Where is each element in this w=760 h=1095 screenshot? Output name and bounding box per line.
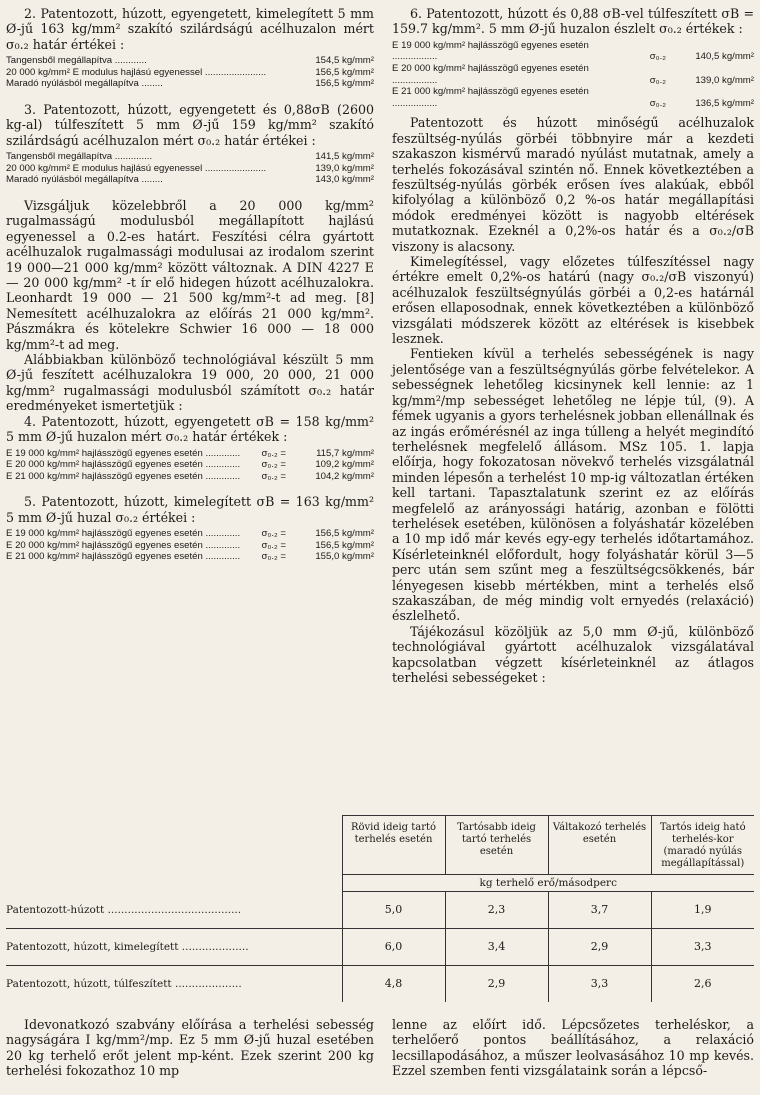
value-row xyxy=(392,63,754,86)
value-symbol: σ₀.₂ xyxy=(649,51,666,63)
body-paragraph: Vizsgáljuk közelebbről a 20 000 kg/mm² rugalmasságú modulusból megállapított hajlású egyenessel a 0.2-es határt. Feszítési célra gyártott acélhuzalok rugalmassági modulusai az irodalom szerint 19 000—21 000 kg/mm² között változnak. A DIN 4227 E — 20 000 kg/mm² -t ír elő hidegen húzott acélhuzalokra. Leonhardt 19 000 — 21 500 kg/mm²-t ad meg. [8] Nemesített acélhuzalokra az előírás 21 000 kg/mm². Pászmákra és kötelekre Schwier 16 000 — 18 000 kg/mm²-t ad meg. xyxy=(6,198,374,352)
value-label: E 21 000 kg/mm² hajlásszögű egyenes esetén ................. xyxy=(392,86,589,109)
loading-speed-table xyxy=(6,815,754,1002)
section-2-heading: 2. Patentozott, húzott, egyengetett, kimelegített 5 mm Ø-jű 163 kg/mm² szakító szilárdságú acélhuzalon mért σ₀.₂ határ értékei : xyxy=(6,6,374,52)
table-row xyxy=(6,928,754,965)
table-header: Váltakozó terhelés esetén xyxy=(548,816,651,875)
value-symbol: σ₀.₂ = xyxy=(261,459,286,471)
value-label: E 20 000 kg/mm² hajlásszögű egyenes esetén ............. xyxy=(6,539,241,551)
value-label: E 19 000 kg/mm² hajlásszögű egyenes esetén ................. xyxy=(392,39,589,63)
table-cell: 6,0 xyxy=(342,928,445,965)
value-row xyxy=(6,67,374,79)
right-column xyxy=(392,6,754,685)
value-symbol: σ₀.₂ = xyxy=(261,539,286,551)
table-row xyxy=(6,892,754,929)
value-row xyxy=(6,540,374,552)
body-paragraph: Patentozott és húzott minőségű acélhuzalok feszültség-nyúlás görbéi többnyire már a kezdeti szakaszon kismérvű maradó nyúlást mutatnak, amely a terhelés fokozásával szintén nő. Ennek következtében a feszültség-nyúlás görbék erősen íves alakúak, ebből kifolyólag a különböző 0,2 %-os határ megállapítási módok eredményei között is nagyobb eltérések mutatkoznak. Ezeknél a 0,2%-os határ és a σ₀.₂/σB viszony is alacsony. xyxy=(392,115,754,254)
left-column xyxy=(6,6,374,569)
value-label: E 19 000 kg/mm² hajlásszögű egyenes esetén ............. xyxy=(6,447,241,459)
value-row xyxy=(6,528,374,540)
table-header: Tartósabb ideig tartó terhelés esetén xyxy=(445,816,548,875)
table-cell: 2,9 xyxy=(445,965,548,1002)
table-cell: 3,3 xyxy=(548,965,651,1002)
value-row xyxy=(6,55,374,67)
body-paragraph: Alábbiakban különböző technológiával készült 5 mm Ø-jű feszített acélhuzalokra 19 000, 20 000, 21 000 kg/mm² rugalmassági modulusból számított σ₀.₂ határ eredményeket ismertetjük : xyxy=(6,352,374,414)
value-amount: 136,5 kg/mm² xyxy=(695,97,754,109)
value-row xyxy=(392,86,754,109)
value-amount: 156,5 kg/mm² xyxy=(315,539,374,551)
value-amount: 109,2 kg/mm² xyxy=(315,459,374,471)
value-label: Tangensből megállapítva ............ xyxy=(6,55,147,67)
value-label: E 19 000 kg/mm² hajlásszögű egyenes esetén ............. xyxy=(6,528,241,540)
value-row xyxy=(392,40,754,63)
table-corner xyxy=(6,875,342,892)
value-symbol: σ₀.₂ xyxy=(649,74,666,86)
value-label: E 20 000 kg/mm² hajlásszögű egyenes esetén ................. xyxy=(392,63,589,86)
table-cell: 4,8 xyxy=(342,965,445,1002)
value-symbol: σ₀.₂ = xyxy=(261,551,286,563)
value-amount: 141,5 kg/mm² xyxy=(315,151,374,163)
value-amount: 156,5 kg/mm² xyxy=(315,66,374,78)
section-5-heading: 5. Patentozott, húzott, kimelegített σB = 163 kg/mm² 5 mm Ø-jű huzal σ₀.₂ értékei : xyxy=(6,494,374,525)
value-label: Maradó nyúlásból megállapítva ........ xyxy=(6,78,163,90)
body-paragraph: Idevonatkozó szabvány előírása a terhelési sebesség nagyságára I kg/mm²/mp. Ez 5 mm Ø-jű huzal esetében 20 kg terhelő erőt jelent mp-ként. Ezek szerint 200 kg terhelési fokozathoz 10 mp xyxy=(6,1017,374,1079)
value-label: Tangensből megállapítva .............. xyxy=(6,151,153,163)
value-amount: 115,7 kg/mm² xyxy=(316,447,374,459)
value-label: E 21 000 kg/mm² hajlásszögű egyenes esetén ............. xyxy=(6,470,241,482)
body-paragraph: Kimelegítéssel, vagy előzetes túlfeszítéssel nagy értékre emelt 0,2%-os határú (nagy σ₀.₂/σB viszonyú) acélhuzalok feszültségnyúlás görbéi a 0,2-es határnál erősen ellaposodnak, ennek következtében a különböző vizsgálati módszerek között az eltérések is kisebbek lesznek. xyxy=(392,254,754,347)
section-3-values xyxy=(6,151,374,186)
value-amount: 156,5 kg/mm² xyxy=(315,78,374,90)
value-row xyxy=(6,459,374,471)
row-label: Patentozott, húzott, kimelegített .................... xyxy=(6,928,342,965)
value-label: 20 000 kg/mm² E modulus hajlású egyenessel ....................... xyxy=(6,162,267,174)
value-row xyxy=(6,78,374,90)
bottom-right-column xyxy=(392,1017,754,1079)
table-cell: 2,3 xyxy=(445,892,548,929)
value-label: Maradó nyúlásból megállapítva ........ xyxy=(6,174,163,186)
value-row xyxy=(6,151,374,163)
bottom-left-column xyxy=(6,1017,374,1079)
body-paragraph: Fentieken kívül a terhelés sebességének is nagy jelentősége van a feszültségnyúlás görbe felvételekor. A sebességnek lehetőleg kicsinynek kell lennie: az 1 kg/mm²/mp sebességet lehetőleg ne lépje túl, (9). A fémek ugyanis a gyors terhelésnek jobban ellenállnak és az ingás erőmérésnél az inga túlleng a helyét megindító terhelésnek megfelelő állásom. MSz 105. 1. lapja előírja, hogy fokozatosan növekvő terhelés vizsgálatnál minden lépesőn a terhelést 10 mp-ig változatlan értéken kell tartani. Tapasztalatunk szerint ez az előírás megfelelő az arányossági határig, azonban e fölötti terhelések esetében, különösen a folyáshatár közelében a 10 mp idő már kevés egy-egy terhelés időtartamához. Kísérleteinknél előfordult, hogy folyáshatár körül 3—5 perc után sem szűnt meg a feszültségcsökkenés, bár lényegesen kisebb mértékben, mint a terhelés első szakaszában, de még mindig volt ernyedés (relaxáció) észlelhető. xyxy=(392,346,754,624)
value-symbol: σ₀.₂ = xyxy=(261,470,286,482)
value-label: E 21 000 kg/mm² hajlásszögű egyenes esetén ............. xyxy=(6,551,241,563)
value-amount: 156,5 kg/mm² xyxy=(315,528,374,540)
section-6-heading: 6. Patentozott, húzott és 0,88 σB-vel túlfeszített σB = 159.7 kg/mm². 5 mm Ø-jű huzalon észlelt σ₀.₂ értékek : xyxy=(392,6,754,37)
value-amount: 139,0 kg/mm² xyxy=(315,162,374,174)
row-label: Patentozott-húzott ........................................ xyxy=(6,892,342,929)
value-row xyxy=(6,551,374,563)
row-label: Patentozott, húzott, túlfeszített .................... xyxy=(6,977,242,990)
table-row xyxy=(6,965,754,1002)
table-header: Tartós ideig ható terhelés-kor (maradó nyúlás megállapítással) xyxy=(651,816,754,875)
section-3-heading: 3. Patentozott, húzott, egyengetett és 0,88σB (2600 kg-al) túlfeszített 5 mm Ø-jű 159 kg/mm² szakító szilárdságú acélhuzalon mért σ₀.₂ határ értékei : xyxy=(6,102,374,148)
value-amount: 104,2 kg/mm² xyxy=(315,470,374,482)
value-amount: 140,5 kg/mm² xyxy=(695,51,754,63)
section-4-heading: 4. Patentozott, húzott, egyengetett σB = 158 kg/mm² 5 mm Ø-jű huzalon mért σ₀.₂ határ értékek : xyxy=(6,413,374,445)
section-2-values xyxy=(6,55,374,90)
value-symbol: σ₀.₂ = xyxy=(261,447,286,459)
body-paragraph: Tájékozásul közöljük az 5,0 mm Ø-jű, különböző technológiával gyártott acélhuzalok vizsgálatával kapcsolatban végzett kísérleteinknél az átlagos terhelési sebességeket : xyxy=(392,623,754,685)
value-amount: 154,5 kg/mm² xyxy=(315,55,374,67)
table-cell: 3,4 xyxy=(445,928,548,965)
value-row xyxy=(6,471,374,483)
value-row xyxy=(6,174,374,186)
body-paragraph: lenne az előírt idő. Lépcsőzetes terheléskor, a terhelőerő pontos beállításához, a relaxáció lecsillapodásához, a műszer leolvasásához 10 mp kevés. Ezzel szemben fenti vizsgálataink során a lépcső- xyxy=(392,1017,754,1079)
value-label: 20 000 kg/mm² E modulus hajlású egyenessel ....................... xyxy=(6,66,267,78)
table-corner xyxy=(6,816,342,875)
table-header: Rövid ideig tartó terhelés esetén xyxy=(342,816,445,875)
table-cell: 5,0 xyxy=(342,892,445,929)
table-cell: 2,9 xyxy=(548,928,651,965)
value-row xyxy=(6,448,374,460)
table-cell: 1,9 xyxy=(651,892,754,929)
section-4-values xyxy=(6,448,374,483)
value-row xyxy=(6,163,374,175)
value-amount: 155,0 kg/mm² xyxy=(315,551,374,563)
value-label: E 20 000 kg/mm² hajlásszögű egyenes esetén ............. xyxy=(6,459,241,471)
table-cell: 2,6 xyxy=(651,965,754,1002)
section-5-values xyxy=(6,528,374,563)
section-6-values xyxy=(392,40,754,110)
table-cell: 3,3 xyxy=(651,928,754,965)
value-symbol: σ₀.₂ = xyxy=(261,528,286,540)
table-unit: kg terhelő erő/másodperc xyxy=(342,875,754,892)
value-amount: 143,0 kg/mm² xyxy=(315,174,374,186)
value-amount: 139,0 kg/mm² xyxy=(695,74,754,86)
value-symbol: σ₀.₂ xyxy=(649,97,666,109)
table-cell: 3,7 xyxy=(548,892,651,929)
